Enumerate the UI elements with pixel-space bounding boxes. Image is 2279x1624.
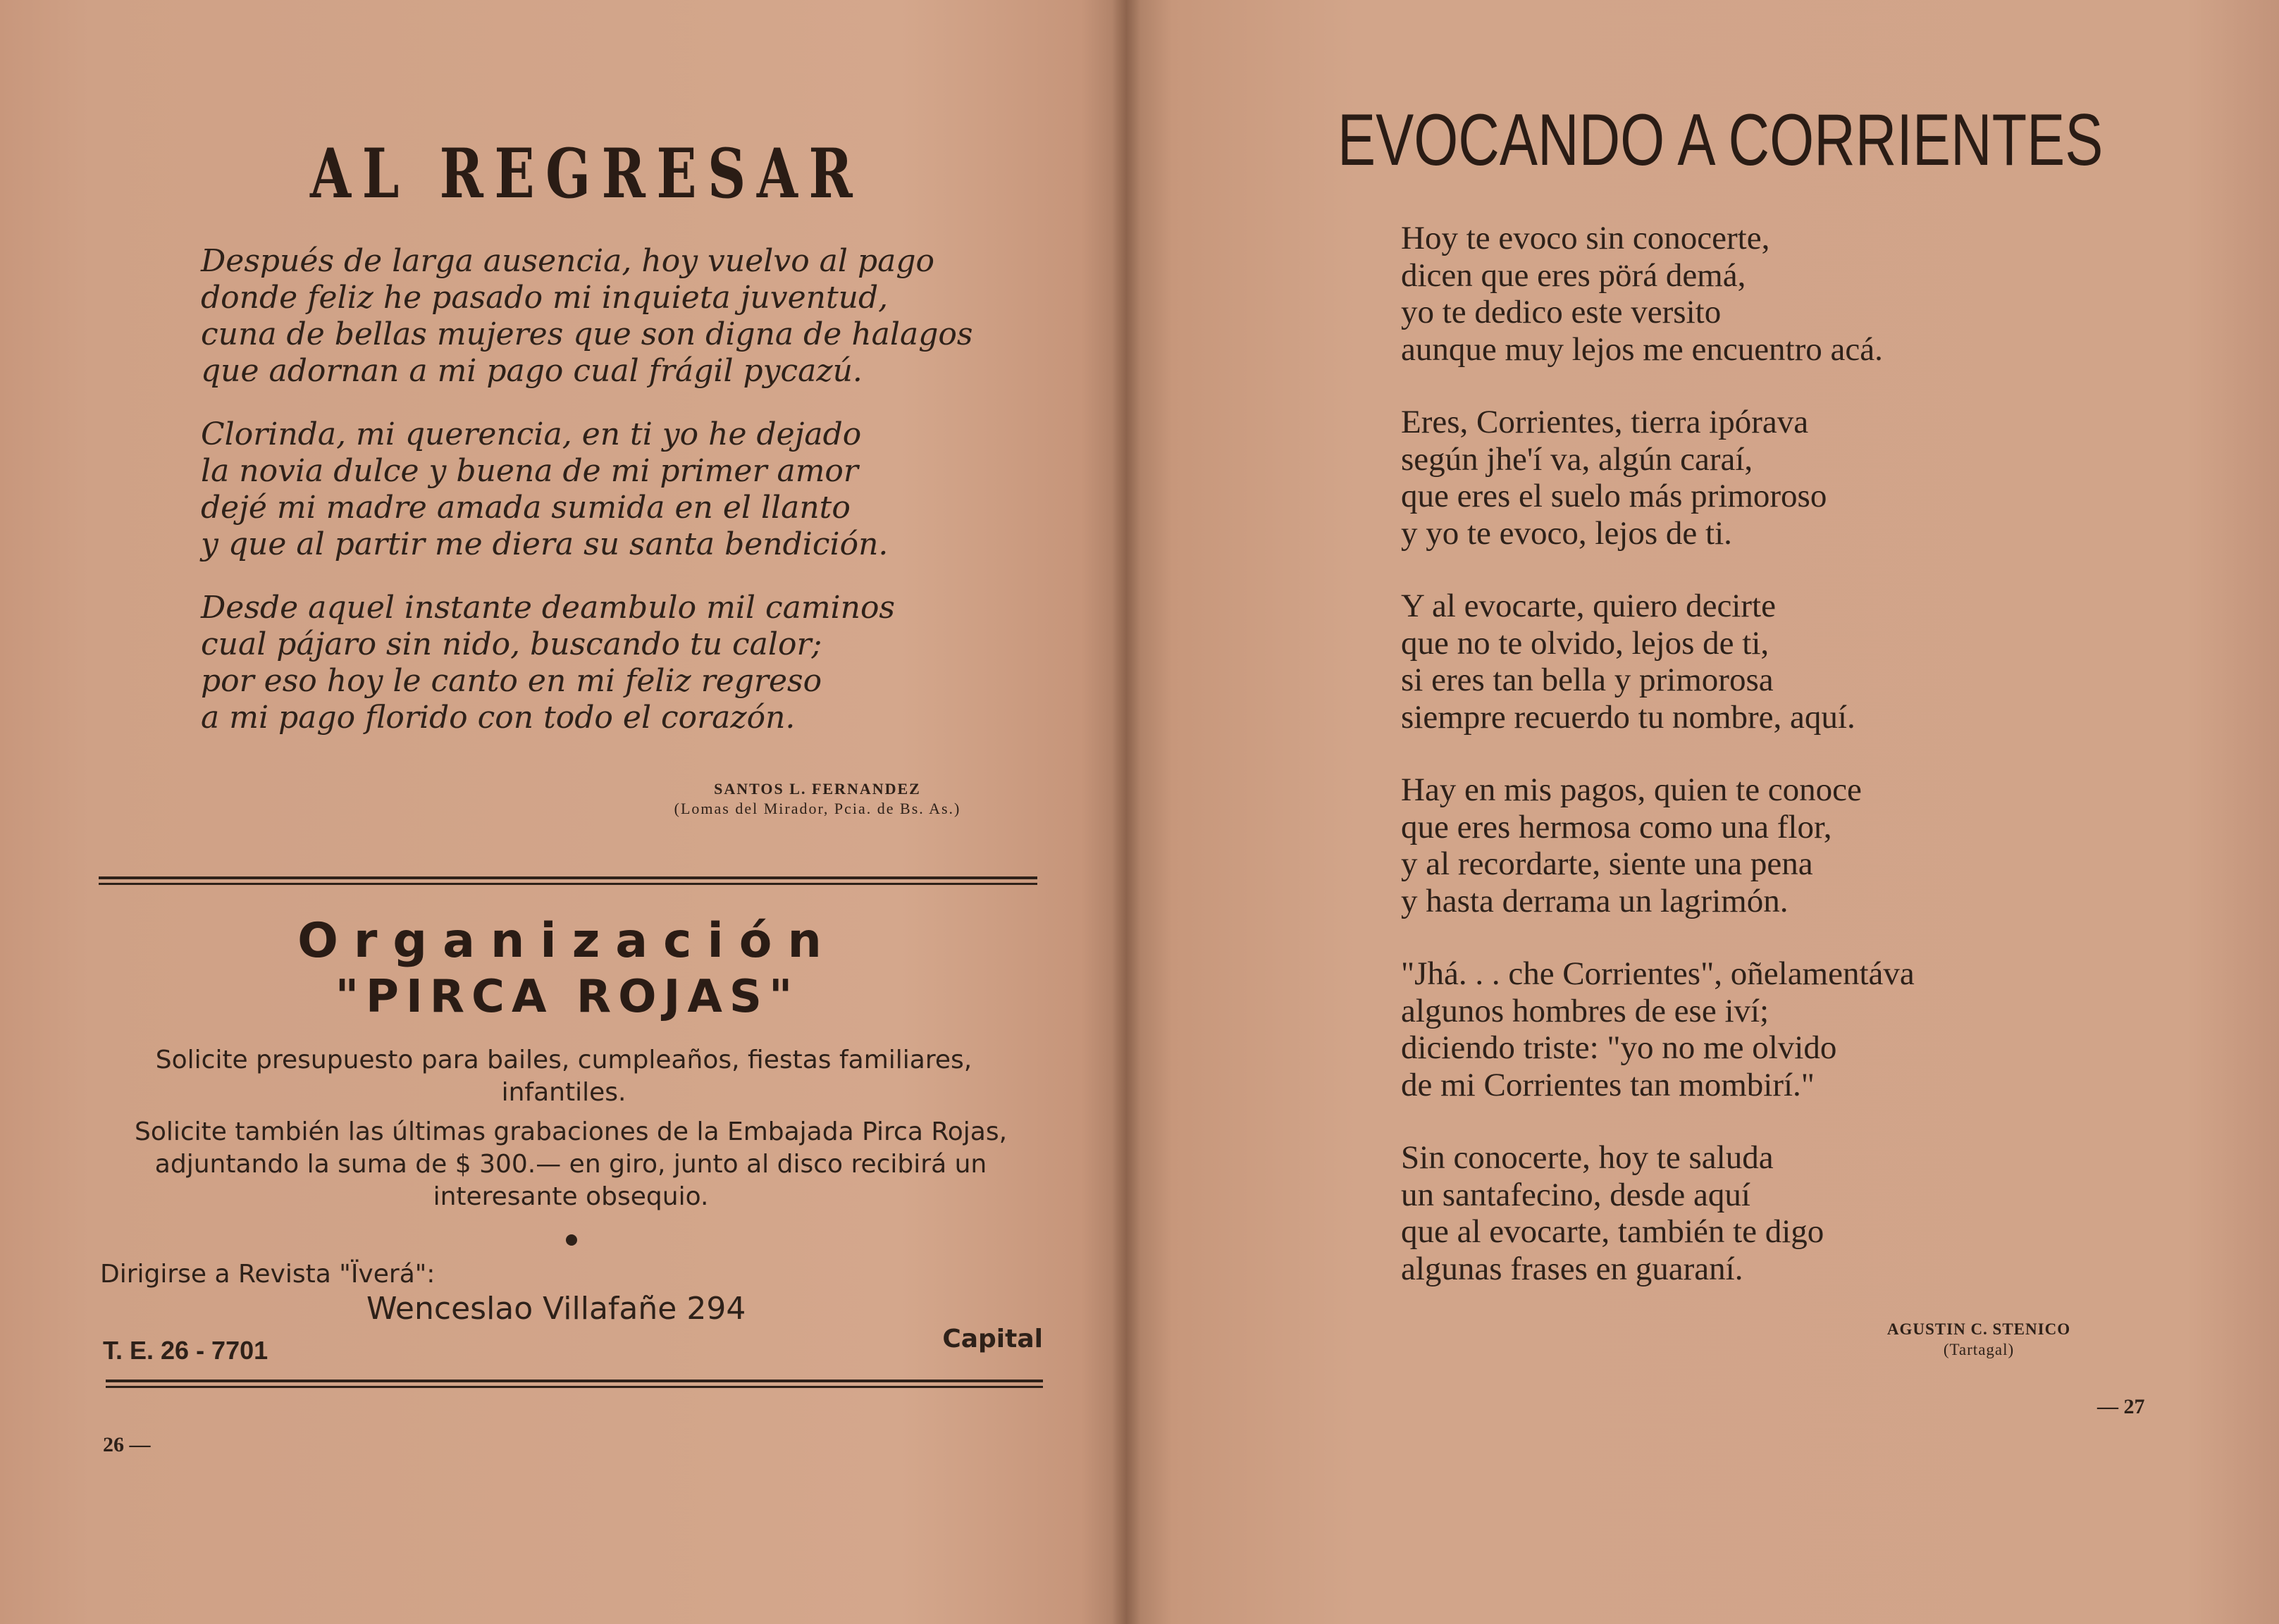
poem-line: aunque muy lejos me encuentro acá. [1401,330,1883,368]
stanza [1401,955,2176,1103]
author-place: (Lomas del Mirador, Pcia. de Bs. As.) [674,800,961,817]
ad-phone: T. E. 26 - 7701 [103,1336,268,1365]
poem-line: que eres el suelo más primoroso [1401,478,1827,514]
poem-line: siempre recuerdo tu nombre, aquí. [1401,698,1855,736]
author-place: (Tartagal) [1943,1341,2015,1358]
stanza [201,416,1032,563]
ad-subtitle: "PIRCA ROJAS" [335,971,800,1023]
poem-line: y yo te evoco, lejos de ti. [1401,514,1732,552]
stanza [1401,220,2176,368]
ad-text-recordings: Solicite también las últimas grabaciones de la Embajada Pirca Rojas, adjuntando la suma de $ 300.— en giro, junto al disco recibirá un interesante obsequio. [134,1117,1008,1211]
poem-line: que adornan a mi pago cual frágil pycazú. [201,353,863,389]
poem-line: de mi Corrientes tan mombirí." [1401,1066,1815,1103]
divider-top [99,876,1037,885]
poem-line: cuna de bellas mujeres que son digna de halagos [201,316,973,352]
poem-line: Después de larga ausencia, hoy vuelvo al pago [201,243,935,279]
bullet-dot [566,1234,577,1246]
stanza [201,243,1032,390]
stanza [1401,771,2176,919]
poem-line: Hoy te evoco sin conocerte, [1401,220,1770,256]
ad-text-services: Solicite presupuesto para bailes, cumpleaños, fiestas familiares, infantiles. [155,1046,972,1107]
author-name: SANTOS L. FERNANDEZ [714,780,921,798]
poem-title-left: AL REGRESAR [310,134,864,213]
divider-bottom [106,1380,1043,1388]
poem-line: y que al partir me diera su santa bendición. [201,526,889,562]
poem-line: Y al evocarte, quiero decirte [1401,588,1776,624]
page-number-right: — 27 [2097,1395,2145,1418]
poem-line: Sin conocerte, hoy te saluda [1401,1139,1774,1176]
poem-line: y hasta derrama un lagrimón. [1401,882,1789,919]
poem-line: que eres hermosa como una flor, [1401,808,1832,845]
poem-line: dicen que eres pörá demá, [1401,256,1746,294]
ad-city: Capital [942,1325,1043,1353]
poem-line: Desde aquel instante deambulo mil caminos [201,590,896,626]
poem-line: un santafecino, desde aquí [1401,1176,1750,1213]
poem-line: diciendo triste: "yo no me olvido [1401,1029,1837,1066]
author-credit-left [620,779,1015,819]
ad-address: Wenceslao Villafañe 294 [366,1291,746,1327]
page-number-left: 26 — [103,1433,151,1456]
poem-line: y al recordarte, siente una pena [1401,845,1813,882]
poem-line: si eres tan bella y primorosa [1401,662,1774,698]
stanza [1401,1139,2176,1287]
stanza [1401,404,2176,552]
poem-line: Hay en mis pagos, quien te conoce [1401,771,1862,808]
poem-line: dejé mi madre amada sumida en el llanto [201,490,851,526]
poem-line: Eres, Corrientes, tierra ipórava [1401,404,1809,440]
ad-title: Organización [297,913,837,969]
stanza [1401,588,2176,736]
poem-body-right [1401,220,2176,1323]
poem-line: donde feliz he pasado mi inquieta juventud, [201,280,889,316]
page-left [0,0,1126,1624]
poem-line: algunas frases en guaraní. [1401,1250,1743,1287]
poem-line: yo te dedico este versito [1401,294,1722,330]
poem-line: a mi pago florido con todo el corazón. [201,700,796,736]
poem-title-right: EVOCANDO A CORRIENTES [1338,99,2104,181]
poem-line: según jhe'í va, algún caraí, [1401,440,1753,478]
poem-body-left [201,243,1032,763]
poem-line: que al evocarte, también te digo [1401,1213,1824,1250]
poem-line: algunos hombres de ese iví; [1401,992,1770,1029]
page-right [1126,0,2279,1624]
poem-line: que no te olvido, lejos de ti, [1401,624,1770,662]
author-credit-right [1838,1319,2120,1360]
author-name: AGUSTIN C. STENICO [1886,1320,2071,1338]
stanza [201,590,1032,736]
poem-line: por eso hoy le canto en mi feliz regreso [201,663,822,699]
poem-line: Clorinda, mi querencia, en ti yo he dejado [201,416,862,452]
poem-line: cual pájaro sin nido, buscando tu calor; [201,626,822,662]
poem-line: la novia dulce y buena de mi primer amor [201,453,858,489]
ad-contact-label: Dirigirse a Revista "Ïverá": [100,1260,436,1289]
book-gutter [1112,0,1140,1624]
poem-line: "Jhá. . . che Corrientes", oñelamentáva [1401,955,1915,992]
